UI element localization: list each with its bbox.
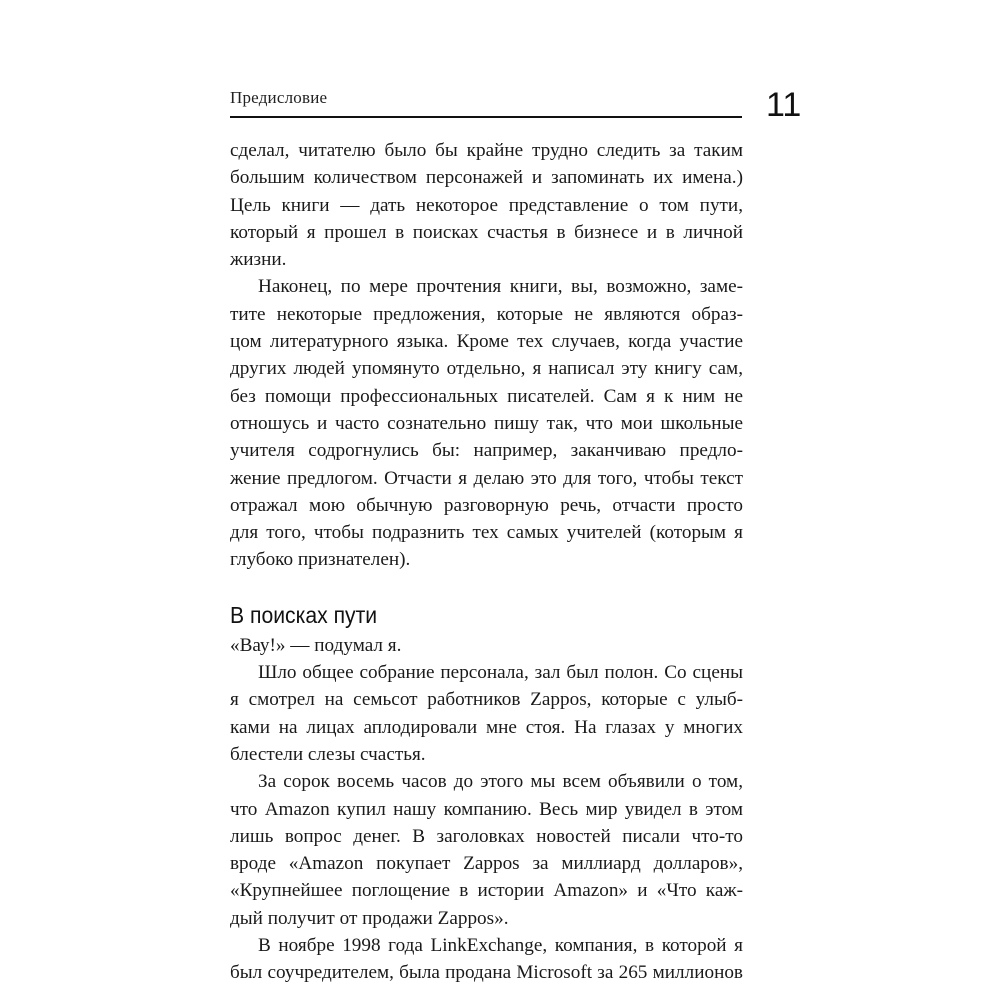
text-line: был соучредителем, была продана Microsoft за 265 миллионов — [230, 962, 743, 984]
text-line: Наконец, по мере прочтения книги, вы, возможно, заме- — [258, 276, 743, 298]
paragraph — [230, 273, 743, 573]
text-line: дый получит от продажи Zappos». — [230, 907, 509, 929]
text-line: вроде «Amazon покупает Zappos за миллиард долларов», — [230, 853, 743, 875]
text-line: блестели слезы счастья. — [230, 743, 426, 765]
text-line: что Amazon купил нашу компанию. Весь мир увидел в этом — [230, 798, 743, 820]
paragraph — [230, 137, 743, 273]
text-line: Цель книги — дать некоторое представление о том пути, — [230, 194, 743, 216]
text-line: В ноябре 1998 года LinkExchange, компания, в которой я — [258, 935, 743, 957]
text-line: жизни. — [230, 249, 287, 271]
body-text — [230, 137, 743, 987]
text-line: для того, чтобы подразнить тех самых учителей (которым я — [230, 522, 743, 544]
text-line: других людей упомянуто отдельно, я написал эту книгу сам, — [230, 358, 743, 380]
text-line: отношусь и часто сознательно пишу так, что мои школьные — [230, 412, 743, 434]
text-line: цом литературного языка. Кроме тех случаев, когда участие — [230, 331, 743, 353]
text-line: «Крупнейшее поглощение в истории Amazon» и «Что каж- — [230, 880, 743, 902]
text-line: лишь вопрос денег. В заголовках новостей писали что-то — [230, 825, 743, 847]
text-line: я смотрел на семьсот работников Zappos, которые с улыб- — [230, 689, 743, 711]
text-line: жение предлогом. Отчасти я делаю это для того, чтобы текст — [230, 467, 743, 489]
header-rule — [230, 116, 742, 118]
page-number: 11 — [766, 86, 802, 124]
text-line: без помощи профессиональных писателей. Сам я к ним не — [230, 385, 743, 407]
text-line: За сорок восемь часов до этого мы всем объявили о том, — [258, 771, 743, 793]
paragraph — [230, 632, 743, 659]
text-line: который я прошел в поисках счастья в бизнесе и в личной — [230, 221, 743, 243]
text-line: Шло общее собрание персонала, зал был полон. Со сцены — [258, 662, 743, 684]
text-line: ками на лицах аплодировали мне стоя. На глазах у многих — [230, 716, 743, 738]
text-line: учителя содрогнулись бы: например, заканчиваю предло- — [230, 440, 743, 462]
paragraph — [230, 659, 743, 768]
text-line: сделал, читателю было бы крайне трудно следить за таким — [230, 140, 743, 161]
text-line: большим количеством персонажей и запоминать их имена.) — [230, 167, 743, 189]
text-line: глубоко признателен). — [230, 549, 411, 571]
text-line: отражал мою обычную разговорную речь, отчасти просто — [230, 494, 743, 516]
running-head: Предисловие — [230, 88, 328, 107]
text-line: тите некоторые предложения, которые не являются образ- — [230, 303, 743, 325]
text-line: «Вау!» — подумал я. — [230, 634, 402, 656]
paragraph — [230, 768, 743, 932]
section-heading: В поисках пути — [230, 601, 378, 628]
paragraph — [230, 932, 743, 987]
